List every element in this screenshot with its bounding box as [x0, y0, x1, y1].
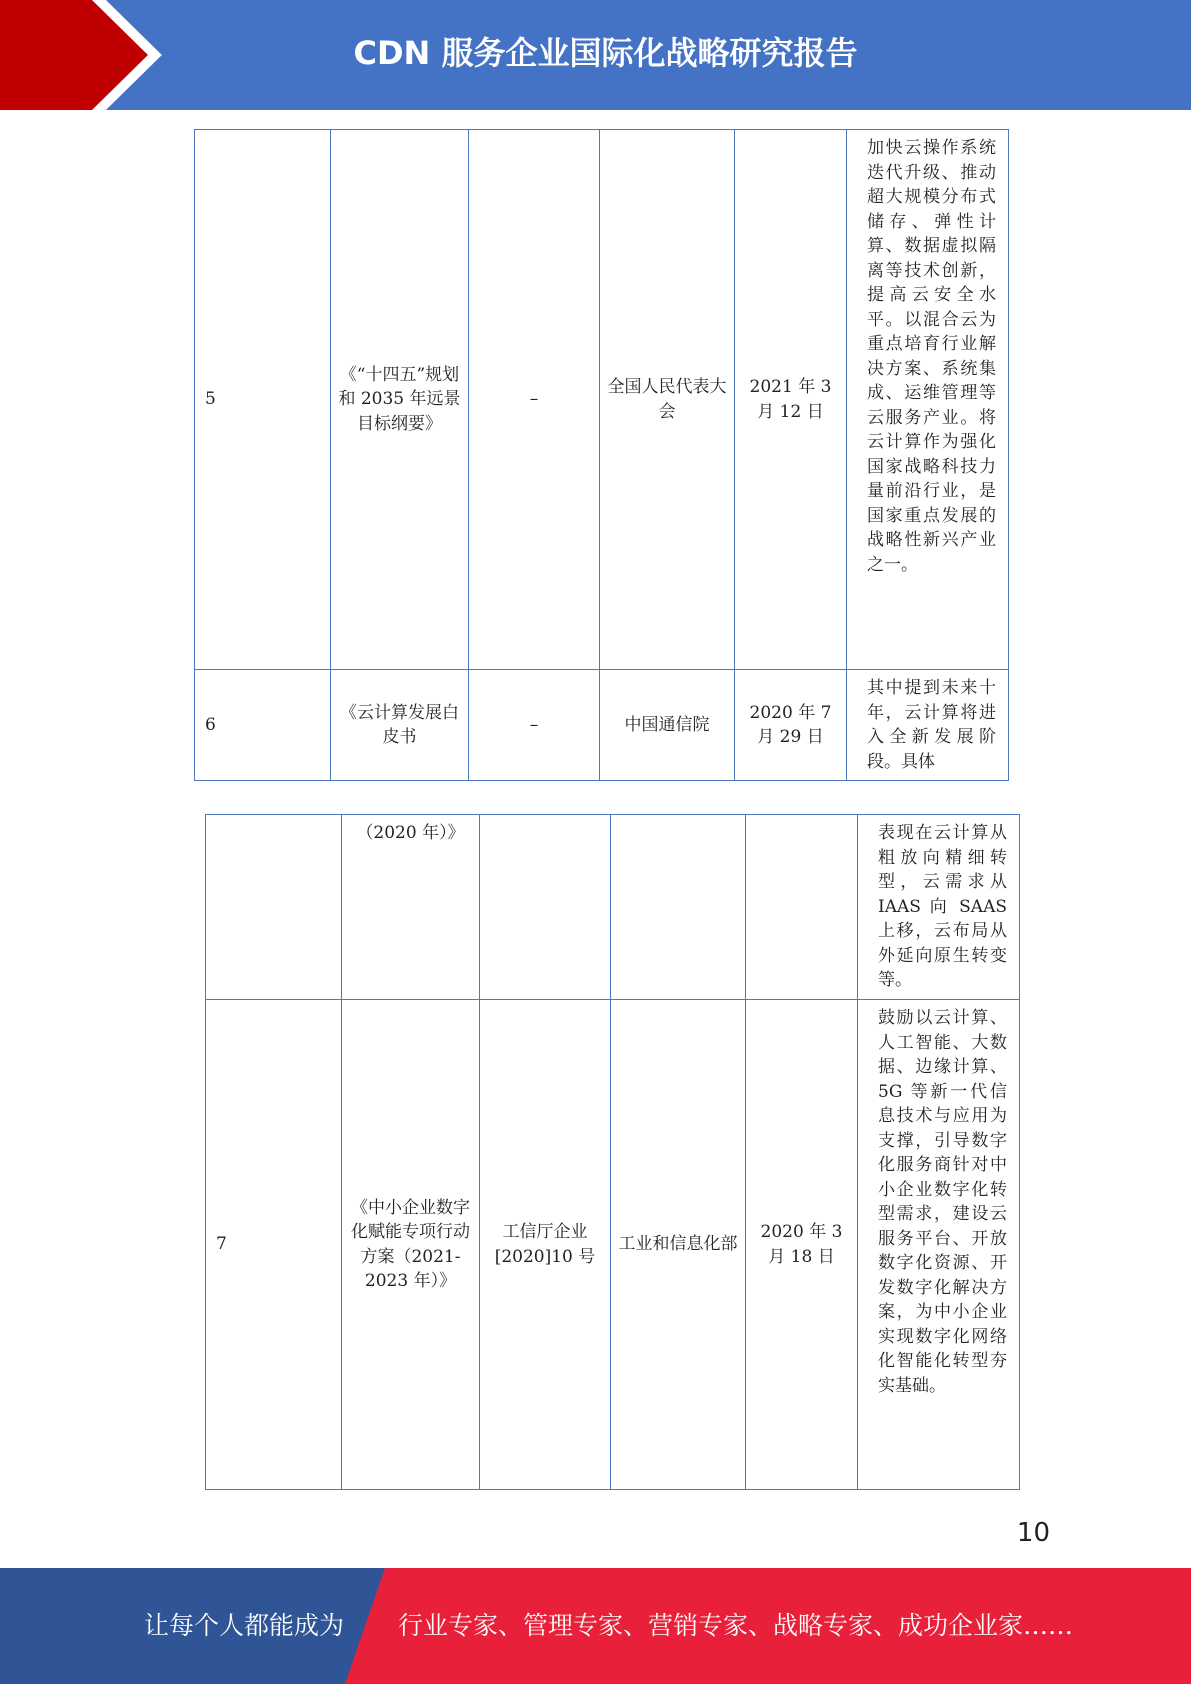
- content-cell: 加快云操作系统迭代升级、推动超大规模分布式储存、弹性计算、数据虚拟隔离等技术创新，提高云安全水平。以混合云为重点培育行业解决方案、系统集成、运维管理等云服务产业。将云计算作为强化国家战略科技力量前沿行业，是国家重点发展的战略性新兴产业之一。: [847, 130, 1009, 670]
- table-row: [195, 130, 1009, 670]
- policy-name-cell: 《云计算发展白皮书: [331, 670, 469, 781]
- doc-number-cell: –: [469, 130, 600, 670]
- policy-table-part1: [194, 129, 1009, 781]
- policy-name-cell: （2020 年）》: [342, 815, 480, 1000]
- policy-table-part2: [205, 814, 1020, 1490]
- page-footer: [0, 1568, 1191, 1684]
- doc-number-cell: –: [469, 670, 600, 781]
- table-row: [195, 670, 1009, 781]
- row-number-cell: 5: [195, 130, 331, 670]
- row-number-cell: 7: [206, 1000, 342, 1490]
- content-cell: 其中提到未来十年，云计算将进入全新发展阶段。具体: [847, 670, 1009, 781]
- row-number-cell: [206, 815, 342, 1000]
- issuer-cell: 中国通信院: [600, 670, 735, 781]
- content-cell: 鼓励以云计算、人工智能、大数据、边缘计算、5G 等新一代信息技术与应用为支撑，引导数字化服务商针对中小企业数字化转型需求，建设云服务平台、开放数字化资源、开发数字化解决方案，为中小企业实现数字化网络化智能化转型夯实基础。: [858, 1000, 1020, 1490]
- date-cell: 2020 年 3 月 18 日: [746, 1000, 858, 1490]
- issuer-cell: 工业和信息化部: [611, 1000, 746, 1490]
- date-cell: 2021 年 3 月 12 日: [735, 130, 847, 670]
- content-cell: 表现在云计算从粗放向精细转型，云需求从 IAAS 向 SAAS 上移，云布局从外延向原生转变等。: [858, 815, 1020, 1000]
- date-cell: [746, 815, 858, 1000]
- footer-slogan-left: 让每个人都能成为: [144, 1611, 345, 1640]
- page-title: CDN 服务企业国际化战略研究报告: [353, 34, 858, 72]
- page-header: [0, 0, 1191, 110]
- issuer-cell: 全国人民代表大会: [600, 130, 735, 670]
- page-number: 10: [1016, 1518, 1050, 1548]
- table-row: [206, 815, 1020, 1000]
- date-cell: 2020 年 7 月 29 日: [735, 670, 847, 781]
- policy-name-cell: 《“十四五”规划和 2035 年远景目标纲要》: [331, 130, 469, 670]
- table-row: [206, 1000, 1020, 1490]
- row-number-cell: 6: [195, 670, 331, 781]
- doc-number-cell: 工信厅企业 [2020]10 号: [480, 1000, 611, 1490]
- doc-number-cell: [480, 815, 611, 1000]
- footer-slogan-right: 行业专家、管理专家、营销专家、战略专家、成功企业家……: [398, 1611, 1074, 1640]
- issuer-cell: [611, 815, 746, 1000]
- policy-name-cell: 《中小企业数字化赋能专项行动方案（2021-2023 年）》: [342, 1000, 480, 1490]
